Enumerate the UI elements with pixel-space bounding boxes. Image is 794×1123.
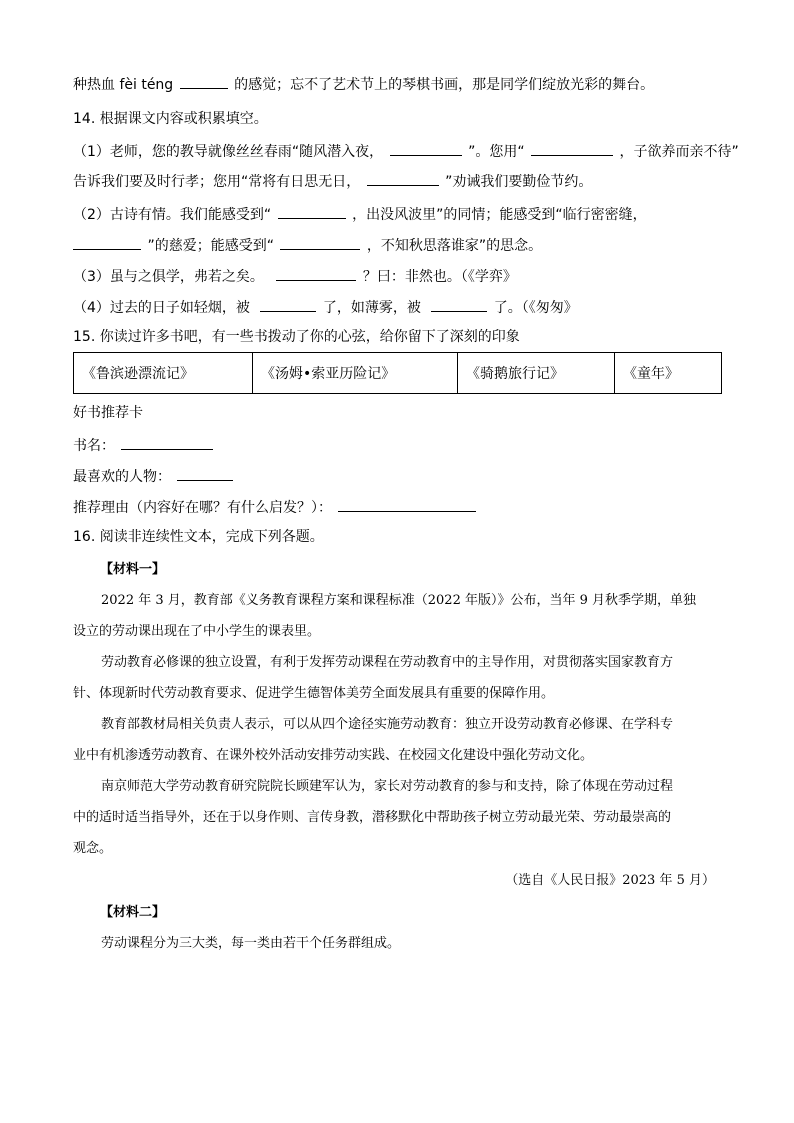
- blank-2[interactable]: [531, 140, 613, 156]
- pinyin-blank[interactable]: [180, 73, 228, 89]
- q14-title: 14. 根据课文内容或积累填空。: [73, 111, 268, 127]
- reason-blank[interactable]: [338, 496, 476, 512]
- q14-item1-line1: [73, 140, 739, 162]
- q14-item3: [73, 265, 517, 287]
- q14-text: （3）虽与之俱学，弗若之矣。: [73, 269, 264, 285]
- blank-6[interactable]: [280, 234, 360, 250]
- material-2-heading: 【材料二】: [100, 905, 166, 920]
- card-title: 好书推荐卡: [73, 405, 143, 421]
- blank-1[interactable]: [390, 140, 462, 156]
- q14-text: （1）老师，您的教导就像丝丝春雨“随风潜入夜，: [73, 144, 384, 160]
- q14-text: ，不知秋思落谁家”的思念。: [366, 238, 543, 254]
- material-1-heading: 【材料一】: [100, 562, 166, 577]
- material-1-paragraph: 观念。: [73, 841, 113, 856]
- q14-item2-line1: [73, 203, 647, 225]
- q14-text: ，子欲养而亲不待”: [619, 144, 739, 160]
- q14-text: 了。（《匆匆》: [493, 300, 578, 316]
- continued-text-tail: 的感觉；忘不了艺术节上的琴棋书画，那是同学们绽放光彩的舞台。: [234, 77, 655, 93]
- blank-7[interactable]: [276, 265, 356, 281]
- book-name-blank[interactable]: [121, 434, 213, 450]
- material-1-paragraph: 中的适时适当指导外，还在于以身作则、言传身教，潜移默化中帮助孩子树立劳动最光荣、劳动最崇高的: [73, 810, 672, 825]
- book-table: [73, 352, 722, 394]
- q15-title: 15. 你读过许多书吧，有一些书拨动了你的心弦，给你留下了深刻的印象: [73, 329, 520, 345]
- material-1-paragraph: 劳动教育必修课的独立设置，有利于发挥劳动课程在劳动教育中的主导作用，对贯彻落实国家教育方: [101, 655, 674, 670]
- book-cell: 《鲁滨逊漂流记》: [74, 353, 253, 394]
- material-1-paragraph: 业中有机渗透劳动教育、在课外校外活动安排劳动实践、在校园文化建设中强化劳动文化。: [73, 748, 594, 763]
- material-2-paragraph: 劳动课程分为三大类，每一类由若干个任务群组成。: [101, 936, 401, 951]
- material-1-paragraph: 南京师范大学劳动教育研究院院长顾建军认为，家长对劳动教育的参与和支持，除了体现在劳动过程: [101, 779, 674, 794]
- blank-4[interactable]: [278, 203, 346, 219]
- reason-label: 推荐理由（内容好在哪？有什么启发？）：: [73, 500, 332, 516]
- source-citation: （选自《人民日报》2023 年 5 月）: [505, 873, 715, 888]
- material-1-paragraph: 针、体现新时代劳动教育要求、促进学生德智体美劳全面发展具有重要的保障作用。: [73, 686, 555, 701]
- q14-text: ”劝诫我们要勤俭节约。: [445, 174, 593, 190]
- q14-text: ”。您用“: [468, 144, 525, 160]
- book-cell: 《骑鹅旅行记》: [458, 353, 615, 394]
- q14-text: 告诉我们要及时行孝；您用“常将有日思无日，: [73, 174, 361, 190]
- q14-item4: [73, 296, 578, 318]
- q14-text: ？曰：非然也。（《学弈》: [362, 269, 517, 285]
- fav-character-label: 最喜欢的人物：: [73, 469, 171, 485]
- material-1-paragraph: 教育部教材局相关负责人表示，可以从四个途径实施劳动教育：独立开设劳动教育必修课、在学科专: [101, 717, 674, 732]
- q14-text: （4）过去的日子如轻烟，被: [73, 300, 250, 316]
- fav-character-blank[interactable]: [177, 465, 233, 481]
- q14-text: ，出没风波里”的同情；能感受到“临行密密缝，: [352, 207, 647, 223]
- material-1-paragraph: 2022 年 3 月，教育部《义务教育课程方案和课程标准（2022 年版）》公布，当年 9 月秋季学期，单独: [101, 593, 697, 608]
- material-1-paragraph: 设立的劳动课出现在了中小学生的课表里。: [73, 624, 321, 639]
- book-cell: 《汤姆•索亚历险记》: [253, 353, 458, 394]
- continued-text-line: [73, 73, 654, 95]
- book-cell: 《童年》: [615, 353, 722, 394]
- q14-text: 了，如薄雾，被: [322, 300, 421, 316]
- blank-3[interactable]: [367, 170, 439, 186]
- reason-row: [73, 496, 478, 518]
- fav-character-row: [73, 465, 235, 487]
- blank-5[interactable]: [73, 234, 141, 250]
- blank-9[interactable]: [431, 296, 487, 312]
- blank-8[interactable]: [260, 296, 316, 312]
- q14-text: （2）古诗有情。我们能感受到“: [73, 207, 272, 223]
- book-name-label: 书名：: [73, 438, 115, 454]
- q14-item2-line2: [73, 234, 542, 256]
- pinyin-prompt: 种热血 fèi téng: [73, 77, 174, 93]
- q14-item1-line2: [73, 170, 592, 192]
- q14-text: ”的慈爱；能感受到“: [147, 238, 274, 254]
- q16-title: 16. 阅读非连续性文本，完成下列各题。: [73, 529, 324, 545]
- book-name-row: [73, 434, 215, 456]
